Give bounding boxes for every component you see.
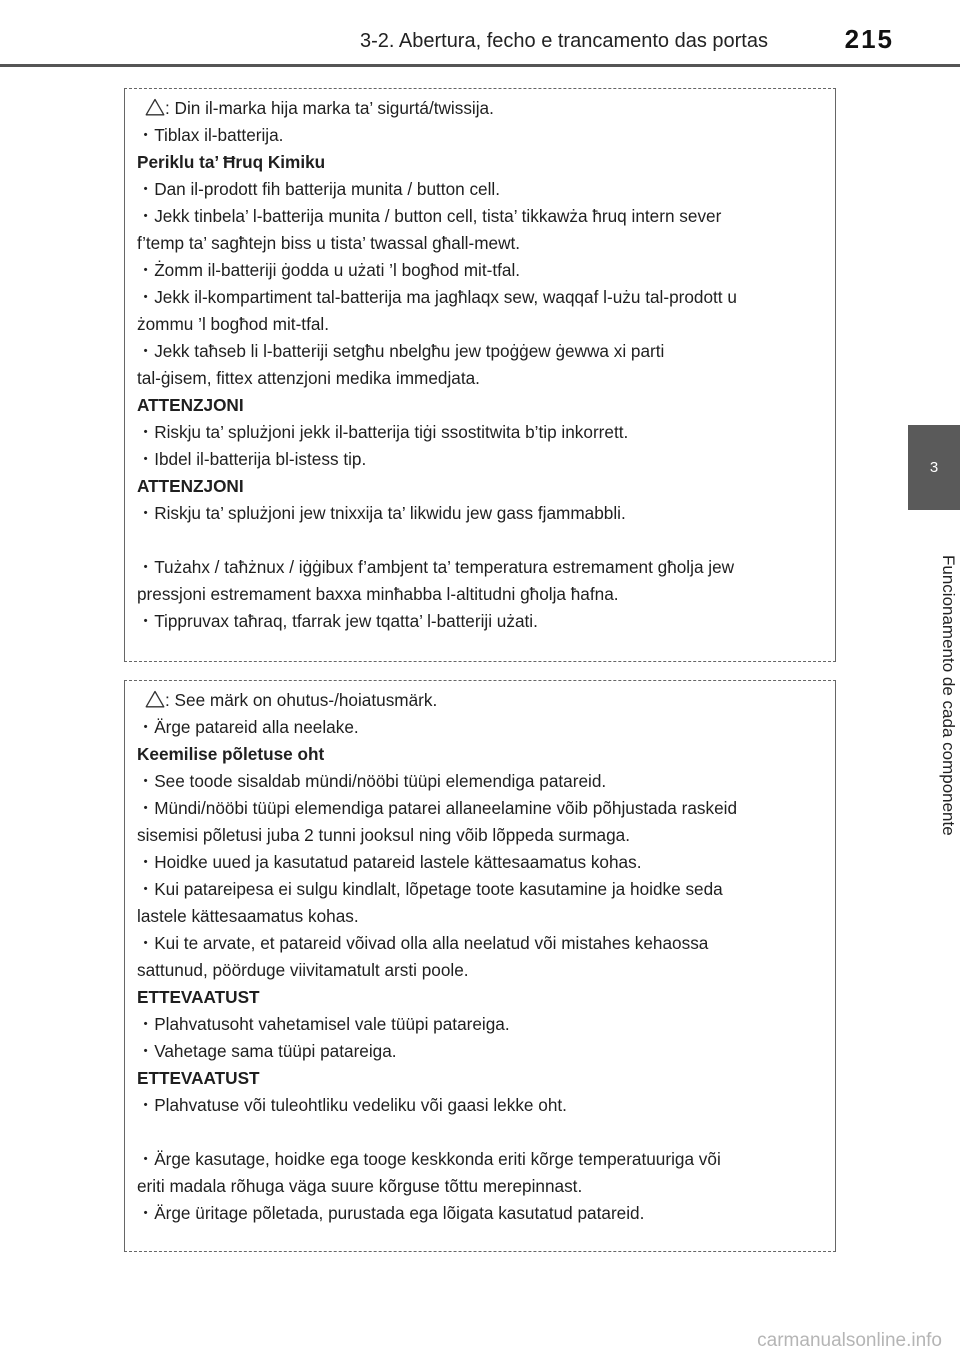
chapter-number: 3 — [929, 459, 939, 476]
warning-line-text: ・See toode sisaldab mündi/nööbi tüüpi elemendiga patareid. — [137, 771, 607, 791]
warning-text-line — [137, 284, 825, 311]
warning-text-line — [137, 1038, 825, 1065]
warning-text-line — [137, 230, 825, 257]
warning-text-line — [137, 930, 825, 957]
warning-line-text: ・Plahvatuse või tuleohtliku vedeliku või gaasi lekke oht. — [137, 1095, 567, 1115]
warning-text-line — [137, 122, 825, 149]
warning-text-line — [137, 1092, 825, 1119]
warning-text-line — [137, 876, 825, 903]
section-title: 3-2. Abertura, fecho e trancamento das portas — [359, 30, 768, 52]
warning-line-text: żommu ’l bogħod mit-tfal. — [137, 314, 329, 334]
warning-line-text: ・Dan il-prodott fih batterija munita / button cell. — [137, 179, 501, 199]
warning-line-text: ・Vahetage sama tüüpi patareiga. — [137, 1041, 397, 1061]
warning-line-text: ・Riskju ta’ splużjoni jekk il-batterija tiġi ssostitwita b’tip inkorrett. — [137, 422, 629, 442]
warning-text-line — [137, 714, 825, 741]
warning-line-text: ・Tippruvax taħraq, tfarrak jew tqatta’ l-batteriji użati. — [137, 611, 538, 631]
warning-line-text: ・Jekk taħseb li l-batteriji setgħu nbelgħu jew tpoġġew ġewwa xi parti — [137, 341, 665, 361]
chapter-tab — [908, 425, 960, 510]
warning-box-maltese — [124, 88, 836, 662]
warning-line-text: ・Ibdel il-batterija bl-istess tip. — [137, 449, 367, 469]
warning-line-text: f’temp ta’ sagħtejn biss u tista’ twassal għall-mewt. — [137, 233, 521, 253]
warning-heading — [137, 741, 825, 768]
warning-heading — [137, 149, 825, 176]
warning-text-line — [137, 1200, 825, 1227]
warning-line-text: ・Ärge patareid alla neelake. — [137, 717, 359, 737]
warning-heading — [137, 473, 825, 500]
warning-line-text: tal-ġisem, fittex attenzjoni medika immedjata. — [137, 368, 480, 388]
chapter-label: Funcionamento de cada componente — [939, 554, 958, 836]
warning-line-text: ATTENZJONI — [137, 476, 244, 496]
warning-line-text: ・Tiblax il-batterija. — [137, 125, 284, 145]
warning-text-line — [137, 365, 825, 392]
warning-line-text: ・Kui te arvate, et patareid võivad olla alla neelatud või mistahes kehaossa — [137, 933, 709, 953]
warning-line-text: eriti madala rõhuga väga suure kõrguse tõttu merepinnast. — [137, 1176, 583, 1196]
warning-text-line — [137, 795, 825, 822]
warning-line-text: ・Jekk tinbela’ l-batterija munita / button cell, tista’ tikkawża ħruq intern sever — [137, 206, 722, 226]
warning-line-text: ETTEVAATUST — [137, 1068, 260, 1088]
warning-text-line — [137, 176, 825, 203]
warning-line-text: ・Ärge üritage põletada, purustada ega lõigata kasutatud patareid. — [137, 1203, 645, 1223]
warning-text-line — [137, 446, 825, 473]
warning-line-text: lastele kättesaamatus kohas. — [137, 906, 359, 926]
warning-line-text: ・Ärge kasutage, hoidke ega tooge keskkonda eriti kõrge temperatuuriga või — [137, 1149, 721, 1169]
warning-line-text: ・Jekk il-kompartiment tal-batterija ma jagħlaqx sew, waqqaf l-użu tal-prodott u — [137, 287, 737, 307]
warning-text-line — [137, 311, 825, 338]
warning-text-line — [137, 1146, 825, 1173]
warning-line-text: ・Mündi/nööbi tüüpi elemendiga patarei allaneelamine võib põhjustada raskeid — [137, 798, 738, 818]
warning-heading — [137, 392, 825, 419]
warning-text-line — [137, 257, 825, 284]
warning-text-line — [137, 822, 825, 849]
warning-text-line — [137, 419, 825, 446]
warning-line-text: ETTEVAATUST — [137, 987, 260, 1007]
warning-icon-line — [137, 687, 825, 714]
warning-icon-line — [137, 95, 825, 122]
page-number: 215 — [844, 24, 894, 54]
warning-line-text: ・Kui patareipesa ei sulgu kindlalt, lõpetage toote kasutamine ja hoidke seda — [137, 879, 723, 899]
warning-text-line — [137, 903, 825, 930]
warning-line-text: ・Plahvatusoht vahetamisel vale tüüpi patareiga. — [137, 1014, 510, 1034]
warning-line-text: ・Hoidke uued ja kasutatud patareid lastele kättesaamatus kohas. — [137, 852, 642, 872]
warning-triangle-icon — [145, 690, 165, 708]
warning-text-line — [137, 338, 825, 365]
warning-text-line — [137, 957, 825, 984]
warning-text-line — [137, 500, 825, 527]
warning-text-line — [137, 608, 825, 635]
warning-text-line — [137, 581, 825, 608]
warning-line-text: : Din il-marka hija marka ta’ sigurtá/twissija. — [165, 98, 494, 118]
warning-triangle-icon — [145, 98, 165, 116]
warning-text-line — [137, 1011, 825, 1038]
warning-text-line — [137, 203, 825, 230]
warning-line-text: ・Żomm il-batteriji ġodda u użati ’l bogħod mit-tfal. — [137, 260, 521, 280]
watermark: carmanualsonline.info — [757, 1330, 942, 1351]
warning-line-text: ATTENZJONI — [137, 395, 244, 415]
warning-heading — [137, 1065, 825, 1092]
warning-line-text: sisemisi põletusi juba 2 tunni jooksul ning võib lõppeda surmaga. — [137, 825, 630, 845]
warning-line-text: pressjoni estremament baxxa minħabba l-altitudni għolja ħafna. — [137, 584, 619, 604]
warning-text-line — [137, 554, 825, 581]
warning-line-text: Periklu ta’ Ħruq Kimiku — [137, 152, 326, 172]
warning-line-text: Keemilise põletuse oht — [137, 744, 325, 764]
warning-text-line — [137, 768, 825, 795]
page-header — [0, 0, 960, 66]
warning-line-text: : See märk on ohutus-/hoiatusmärk. — [165, 690, 438, 710]
warning-heading — [137, 984, 825, 1011]
warning-line-text: ・Tużahx / taħżnux / iġġibux f’ambjent ta’ temperatura estremament għolja jew — [137, 557, 735, 577]
warning-box-estonian — [124, 680, 836, 1252]
warning-text-line — [137, 849, 825, 876]
warning-text-line — [137, 1173, 825, 1200]
warning-line-text: ・Riskju ta’ splużjoni jew tnixxija ta’ likwidu jew gass fjammabbli. — [137, 503, 626, 523]
header-rule — [0, 64, 960, 67]
warning-line-text: sattunud, pöörduge viivitamatult arsti poole. — [137, 960, 469, 980]
